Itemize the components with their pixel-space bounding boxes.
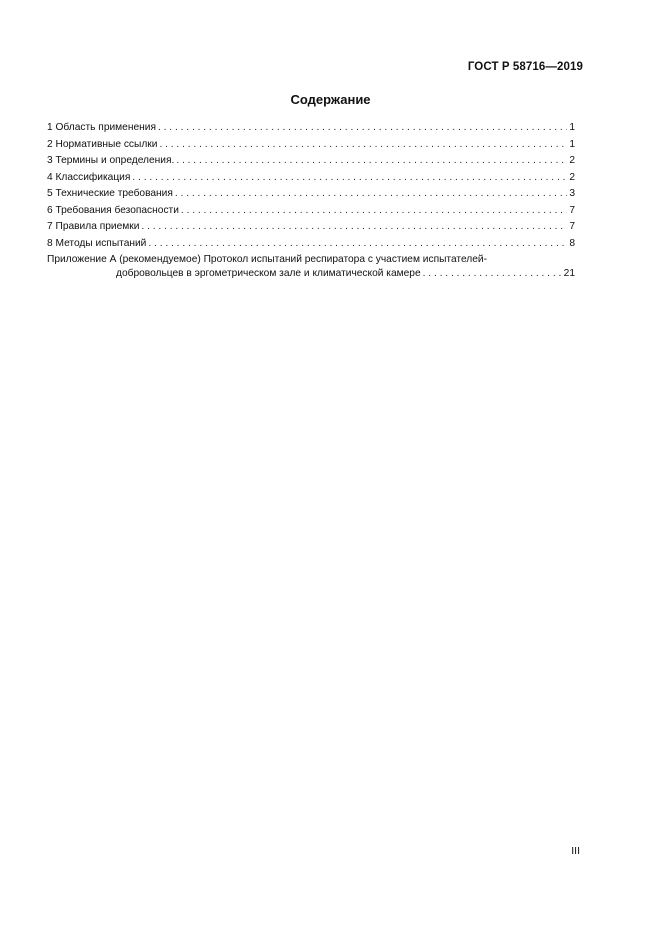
toc-entry-page: 7 xyxy=(569,221,575,232)
toc-entry-label: 6 Требования безопасности xyxy=(47,204,179,216)
toc-entry[interactable] xyxy=(47,236,575,253)
toc-entry-page: 2 xyxy=(569,155,575,166)
standard-id: ГОСТ Р 58716—2019 xyxy=(467,61,583,73)
toc-dot-leader xyxy=(141,219,567,236)
page-title: Содержание xyxy=(290,92,371,107)
toc-entry-label: 4 Классификация xyxy=(47,171,131,183)
table-of-contents xyxy=(47,120,575,281)
toc-dot-leader xyxy=(148,236,567,253)
page-number: III xyxy=(571,845,580,857)
toc-dot-leader xyxy=(423,267,562,281)
toc-entry[interactable] xyxy=(47,153,575,170)
toc-entry-page: 2 xyxy=(569,171,575,183)
toc-entry-page: 1 xyxy=(569,122,575,133)
toc-appendix-continuation xyxy=(47,267,575,281)
toc-entry-page: 3 xyxy=(569,188,575,199)
toc-entry[interactable] xyxy=(47,203,575,220)
toc-entry-page: 1 xyxy=(569,138,575,150)
toc-entry-label: 5 Технические требования xyxy=(47,188,173,199)
toc-dot-leader xyxy=(176,153,567,170)
toc-dot-leader xyxy=(132,170,567,187)
toc-entry[interactable] xyxy=(47,186,575,203)
toc-dot-leader xyxy=(158,120,567,137)
toc-entry[interactable] xyxy=(47,120,575,137)
toc-entry-label: 3 Термины и определения. xyxy=(47,155,175,166)
toc-entry-page: 7 xyxy=(569,204,575,216)
toc-entry[interactable] xyxy=(47,170,575,187)
toc-appendix-title-cont: добровольцев в эргометрическом зале и климатической камере xyxy=(116,268,421,279)
toc-entry-label: 2 Нормативные ссылки xyxy=(47,138,158,150)
toc-dot-leader xyxy=(159,137,567,154)
toc-entry[interactable] xyxy=(47,137,575,154)
toc-entry-label: 7 Правила приемки xyxy=(47,221,140,232)
toc-entry-label: 1 Область применения xyxy=(47,122,156,133)
toc-appendix-title: Приложение А (рекомендуемое) Протокол испытаний респиратора с участием испытателей- xyxy=(47,254,487,265)
toc-appendix-entry[interactable] xyxy=(47,253,575,281)
toc-dot-leader xyxy=(181,203,567,220)
toc-appendix-page: 21 xyxy=(563,268,575,279)
toc-entry[interactable] xyxy=(47,219,575,236)
toc-entry-page: 8 xyxy=(569,237,575,249)
toc-entry-label: 8 Методы испытаний xyxy=(47,237,147,249)
toc-dot-leader xyxy=(175,186,567,203)
